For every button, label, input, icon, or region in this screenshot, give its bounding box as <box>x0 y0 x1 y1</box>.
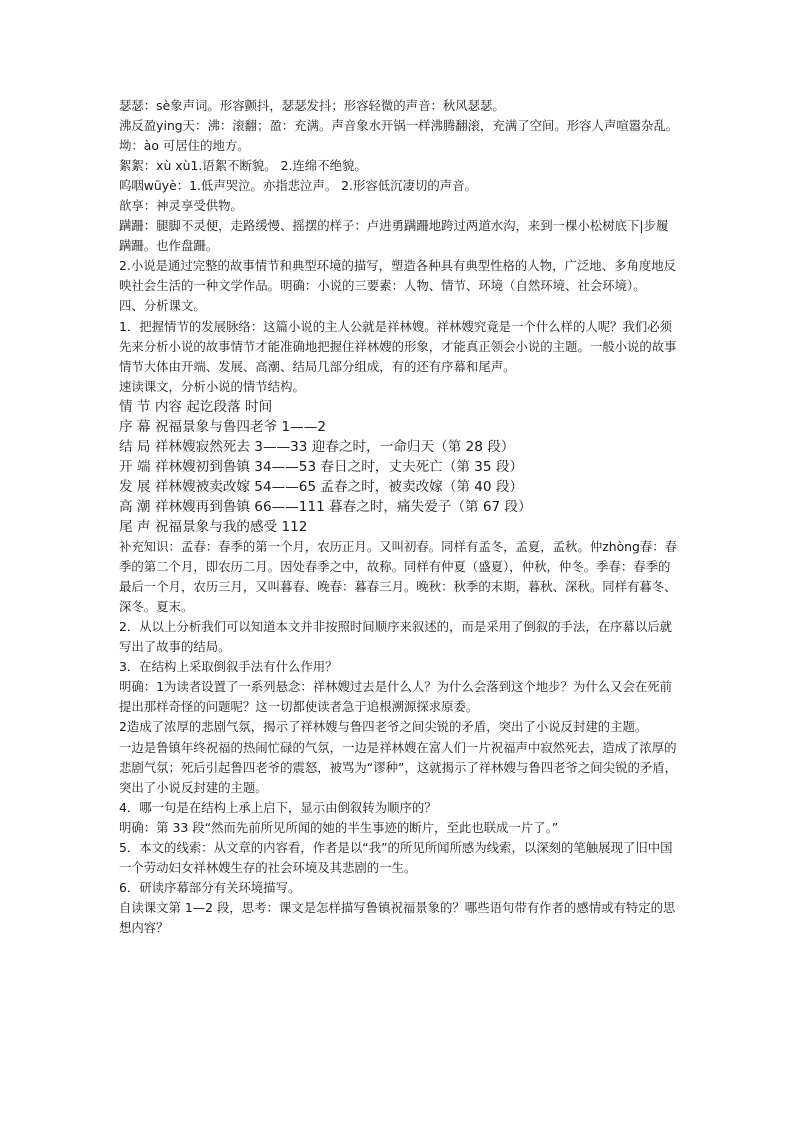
question-4: 4．哪一句是在结构上承上启下，显示由倒叙转为顺序的？ <box>119 799 437 815</box>
reading-prompt: 自读课文第 1—2 段，思考：课文是怎样描写鲁镇祝福景象的？哪些语句带有作者的感情或有特定的思想内容？ <box>119 899 676 935</box>
section-heading-analysis: 四、分析课文。 <box>119 298 206 314</box>
plot-row-prologue: 序 幕 祝福景象与鲁四老爷 1——2 <box>119 418 326 435</box>
answer-3-point-1: 明确：1为读者设置了一系列悬念：祥林嫂过去是什么人？为什么会落到这个地步？为什么又会在死前提出那样奇怪的问题呢？这一切都使读者急于追根溯源探求原委。 <box>119 679 673 715</box>
point-5-clue: 5．本文的线索：从文章的内容看，作者是以“我”的所见所闻所感为线索，以深刻的笔触展现了旧中国一个劳动妇女祥林嫂生存的社会环境及其悲剧的一生。 <box>119 839 673 875</box>
flashback-analysis: 2．从以上分析我们可以知道本文并非按照时间顺序来叙述的，而是采用了倒叙的手法，在序幕以后就写出了故事的结局。 <box>119 619 673 655</box>
plot-row-climax: 高 潮 祥林嫂再到鲁镇 66——111 暮春之时，痛失爱子（第 67 段） <box>119 498 532 515</box>
document-body <box>119 96 679 938</box>
gloss-wuye: 呜咽wūyè：1.低声哭泣。亦指悲泣声。 2.形容低沉凄切的声音。 <box>119 178 477 194</box>
plot-table-header: 情 节 内容 起讫段落 时间 <box>119 398 273 415</box>
answer-4: 明确：第 33 段“然而先前所见所闻的她的半生事迹的断片，至此也联成一片了。” <box>119 819 559 835</box>
question-3: 3．在结构上采取倒叙手法有什么作用？ <box>119 659 338 675</box>
gloss-feifanyingtian: 沸反盈ying天：沸：滚翻；盈：充满。声音象水开锅一样沸腾翻滚，充满了空间。形容人声喧嚣杂乱。 <box>119 118 679 134</box>
gloss-xuxu: 絮絮：xù xù1.语絮不断貌。 2.连绵不绝貌。 <box>119 158 367 174</box>
gloss-panshan: 蹒跚：腿脚不灵便，走路缓慢、摇摆的样子：卢进勇蹒跚地跨过两道水沟，来到一棵小松树底下|步履蹒跚。也作盘跚。 <box>119 218 669 254</box>
plot-row-epilogue: 尾 声 祝福景象与我的感受 112 <box>119 518 308 535</box>
supplementary-knowledge: 补充知识：孟春：春季的第一个月，农历正月。又叫初春。同样有孟冬，孟夏，孟秋。仲zhòng春：春季的第二个月，即农历二月。因处春季之中，故称。同样有仲夏（盛夏），仲秋，仲冬。季春：春季的最后一个月，农历三月，又叫暮春、晚春：暮春三月。晚秋：秋季的末期，暮秋、深秋。同样有暮冬、深冬。夏末。 <box>119 539 678 615</box>
answer-3-point-2: 2造成了浓厚的悲剧气氛，揭示了祥林嫂与鲁四老爷之间尖锐的矛盾，突出了小说反封建的主题。 <box>119 719 648 735</box>
gloss-xinxiang: 歆享：神灵享受供物。 <box>119 198 243 214</box>
answer-3-explanation: 一边是鲁镇年终祝福的热闹忙碌的气氛，一边是祥林嫂在富人们一片祝福声中寂然死去，造成了浓厚的悲剧气氛；死后引起鲁四老爷的震怒，被骂为“谬种”，这就揭示了祥林嫂与鲁四老爷之间尖锐的矛盾，突出了小说反封建的主题。 <box>119 739 678 795</box>
plot-structure-paragraph: 1．把握情节的发展脉络：这篇小说的主人公就是祥林嫂。祥林嫂究竟是一个什么样的人呢？我们必须先来分析小说的故事情节才能准确地把握住祥林嫂的形象，才能真正领会小说的主题。一般小说的故事情节大体由开端、发展、高潮、结局几部分组成，有的还有序幕和尾声。 <box>119 318 677 374</box>
point-6-heading: 6．研读序幕部分有关环境描写。 <box>119 879 301 895</box>
gloss-sese: 瑟瑟：sè象声词。形容颤抖，瑟瑟发抖；形容轻微的声音：秋风瑟瑟。 <box>119 98 505 113</box>
plot-row-ending: 结 局 祥林嫂寂然死去 3——33 迎春之时，一命归天（第 28 段） <box>119 438 515 455</box>
reading-task: 速读课文，分析小说的情节结构。 <box>119 378 305 394</box>
novel-definition: 2.小说是通过完整的故事情节和典型环境的描写，塑造各种具有典型性格的人物，广泛地、多角度地反映社会生活的一种文学作品。明确：小说的三要素：人物、情节、环境（自然环境、社会环境）。 <box>119 258 677 294</box>
plot-row-beginning: 开 端 祥林嫂初到鲁镇 34——53 春日之时，丈夫死亡（第 35 段） <box>119 458 524 475</box>
plot-row-development: 发 展 祥林嫂被卖改嫁 54——65 孟春之时，被卖改嫁（第 40 段） <box>119 478 524 495</box>
gloss-ao: 坳：ào 可居住的地方。 <box>119 138 250 154</box>
